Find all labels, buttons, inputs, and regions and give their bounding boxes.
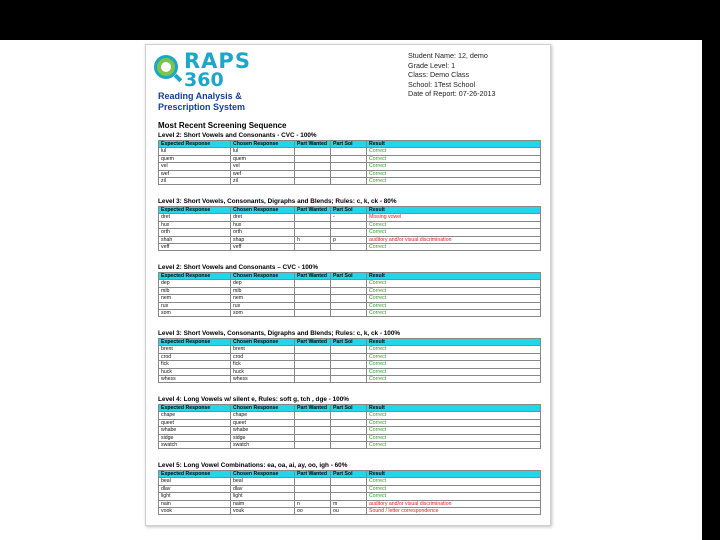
report-date: Date of Report: 07-26-2013 (408, 89, 496, 98)
result-cell: Correct (367, 221, 541, 228)
table-row (159, 148, 541, 155)
results-table (158, 470, 541, 515)
table-cell (331, 478, 367, 485)
results-table (158, 404, 541, 449)
table-cell: vouk (231, 508, 295, 515)
table-cell: whabe (231, 427, 295, 434)
table-cell: vel (231, 163, 295, 170)
table-cell: lul (231, 148, 295, 155)
logo-360-text: 360 (184, 69, 224, 91)
table-cell: fick (159, 361, 231, 368)
table-cell (295, 295, 331, 302)
table-cell: sidge (231, 434, 295, 441)
table-row (159, 427, 541, 434)
table-cell: dret (231, 214, 295, 221)
table-header-row (159, 207, 541, 214)
column-header: Chosen Response (231, 471, 295, 478)
table-row (159, 368, 541, 375)
logo-raps-text: RAPS (184, 49, 251, 73)
table-cell: whess (159, 376, 231, 383)
section-title: Level 5: Long Vowel Combinations: ea, oa, ai, ay, oo, igh - 60% (158, 462, 348, 469)
table-cell: rux (231, 302, 295, 309)
column-header: Part Sol (331, 339, 367, 346)
table-cell: h (295, 236, 331, 243)
table-cell (295, 361, 331, 368)
table-cell (331, 442, 367, 449)
result-cell: Correct (367, 155, 541, 162)
table-row (159, 434, 541, 441)
table-header-row (159, 339, 541, 346)
table-cell (295, 244, 331, 251)
table-cell (295, 155, 331, 162)
result-cell: Sound / letter correspondence (367, 508, 541, 515)
table-row (159, 280, 541, 287)
table-cell (295, 229, 331, 236)
table-cell (331, 346, 367, 353)
results-table (158, 206, 541, 251)
table-cell (331, 302, 367, 309)
screening-section (158, 395, 540, 449)
table-cell: crod (231, 353, 295, 360)
table-row (159, 310, 541, 317)
table-cell: - (331, 214, 367, 221)
table-cell (295, 376, 331, 383)
table-cell: hux (231, 221, 295, 228)
table-cell: dlav (159, 485, 231, 492)
table-row (159, 221, 541, 228)
column-header: Result (367, 207, 541, 214)
table-row (159, 244, 541, 251)
table-cell: vook (159, 508, 231, 515)
table-cell: light (231, 493, 295, 500)
column-header: Part Wanted (295, 339, 331, 346)
table-cell: fick (231, 361, 295, 368)
results-table (158, 338, 541, 383)
table-cell (331, 427, 367, 434)
table-row (159, 170, 541, 177)
table-cell (331, 412, 367, 419)
table-row (159, 478, 541, 485)
table-header-row (159, 273, 541, 280)
table-cell (331, 493, 367, 500)
table-row (159, 236, 541, 243)
table-cell (295, 419, 331, 426)
student-info (408, 51, 496, 99)
result-cell: Correct (367, 419, 541, 426)
table-cell: shap (231, 236, 295, 243)
table-cell: huck (231, 368, 295, 375)
table-cell (331, 376, 367, 383)
table-cell (295, 221, 331, 228)
result-cell: Correct (367, 434, 541, 441)
table-cell: rux (159, 302, 231, 309)
table-row (159, 229, 541, 236)
column-header: Expected Response (159, 339, 231, 346)
table-cell (295, 442, 331, 449)
table-cell: som (159, 310, 231, 317)
table-header-row (159, 405, 541, 412)
result-cell: Correct (367, 178, 541, 185)
table-cell (295, 493, 331, 500)
table-cell: sidge (159, 434, 231, 441)
table-cell: huck (159, 368, 231, 375)
table-row (159, 508, 541, 515)
table-cell: orth (231, 229, 295, 236)
table-cell: beal (159, 478, 231, 485)
table-cell (295, 368, 331, 375)
table-cell (331, 155, 367, 162)
right-black-bar (702, 40, 720, 540)
table-cell (331, 229, 367, 236)
table-cell (331, 170, 367, 177)
result-cell: Correct (367, 485, 541, 492)
result-cell: Correct (367, 353, 541, 360)
table-cell: zil (231, 178, 295, 185)
table-row (159, 346, 541, 353)
table-row (159, 302, 541, 309)
table-cell: naim (231, 500, 295, 507)
table-cell (331, 419, 367, 426)
result-cell: Missing vowel (367, 214, 541, 221)
table-cell: whabe (159, 427, 231, 434)
table-row (159, 419, 541, 426)
column-header: Part Sol (331, 207, 367, 214)
table-cell (295, 412, 331, 419)
column-header: Result (367, 471, 541, 478)
column-header: Result (367, 273, 541, 280)
table-cell: dep (159, 280, 231, 287)
logo-tagline-2: Prescription System (158, 102, 246, 112)
table-cell (295, 346, 331, 353)
result-cell: Correct (367, 244, 541, 251)
result-cell: Correct (367, 478, 541, 485)
table-cell: quem (159, 155, 231, 162)
table-cell (295, 302, 331, 309)
section-title: Level 2: Short Vowels and Consonants – CVC - 100% (158, 264, 319, 271)
table-cell: queet (231, 419, 295, 426)
table-cell (331, 310, 367, 317)
column-header: Expected Response (159, 141, 231, 148)
table-row (159, 163, 541, 170)
result-cell: Correct (367, 442, 541, 449)
table-cell: brent (231, 346, 295, 353)
table-cell: dret (159, 214, 231, 221)
table-header-row (159, 471, 541, 478)
screening-section (158, 329, 540, 383)
table-cell: dlav (231, 485, 295, 492)
table-cell (295, 287, 331, 294)
table-cell (295, 427, 331, 434)
table-cell: whess (231, 376, 295, 383)
table-row (159, 178, 541, 185)
table-cell (295, 163, 331, 170)
column-header: Part Sol (331, 471, 367, 478)
logo-tagline-1: Reading Analysis & (158, 91, 242, 101)
table-cell: wef (159, 170, 231, 177)
table-cell: zil (159, 178, 231, 185)
table-cell (295, 170, 331, 177)
report-page (145, 44, 551, 526)
result-cell: Correct (367, 361, 541, 368)
column-header: Expected Response (159, 207, 231, 214)
table-cell: nem (159, 295, 231, 302)
table-cell (331, 295, 367, 302)
table-cell (331, 368, 367, 375)
table-cell: shah (159, 236, 231, 243)
table-cell (295, 214, 331, 221)
table-cell (331, 148, 367, 155)
table-header-row (159, 141, 541, 148)
result-cell: Correct (367, 302, 541, 309)
table-row (159, 442, 541, 449)
table-row (159, 485, 541, 492)
table-cell: beal (231, 478, 295, 485)
table-cell: m (331, 500, 367, 507)
table-row (159, 295, 541, 302)
screening-section (158, 461, 540, 515)
screening-section (158, 197, 540, 251)
top-black-bar (0, 0, 720, 40)
table-cell: nem (231, 295, 295, 302)
result-cell: Correct (367, 493, 541, 500)
table-cell: vel (159, 163, 231, 170)
section-title: Level 3: Short Vowels, Consonants, Digraphs and Blends; Rules: c, k, ck - 80% (158, 198, 397, 205)
column-header: Part Wanted (295, 471, 331, 478)
column-header: Part Wanted (295, 207, 331, 214)
column-header: Part Sol (331, 273, 367, 280)
table-cell (331, 361, 367, 368)
column-header: Expected Response (159, 471, 231, 478)
magnifier-handle (174, 74, 182, 82)
column-header: Part Wanted (295, 405, 331, 412)
table-cell: ou (331, 508, 367, 515)
table-row (159, 412, 541, 419)
table-cell (295, 148, 331, 155)
result-cell: Correct (367, 163, 541, 170)
table-cell: wef (231, 170, 295, 177)
screening-section (158, 131, 540, 185)
column-header: Part Wanted (295, 273, 331, 280)
table-row (159, 353, 541, 360)
result-cell: Correct (367, 368, 541, 375)
column-header: Part Wanted (295, 141, 331, 148)
results-table (158, 272, 541, 317)
raps-logo (152, 51, 272, 115)
section-title: Level 4: Long Vowels w/ silent e, Rules: soft g, tch , dge - 100% (158, 396, 349, 403)
column-header: Chosen Response (231, 207, 295, 214)
result-cell: Correct (367, 427, 541, 434)
grade-level: Grade Level: 1 (408, 60, 456, 70)
table-cell (331, 163, 367, 170)
table-cell: nain (159, 500, 231, 507)
result-cell: Correct (367, 170, 541, 177)
table-cell (331, 353, 367, 360)
section-title: Level 2: Short Vowels and Consonants - CVC - 100% (158, 132, 317, 139)
table-cell: veff (231, 244, 295, 251)
table-row (159, 287, 541, 294)
table-cell: n (295, 500, 331, 507)
table-cell (331, 244, 367, 251)
table-cell (295, 434, 331, 441)
result-cell: auditory and/or visual discrimination (367, 236, 541, 243)
table-row (159, 500, 541, 507)
table-cell: p (331, 236, 367, 243)
table-cell (331, 287, 367, 294)
table-cell: quem (231, 155, 295, 162)
result-cell: Correct (367, 229, 541, 236)
table-cell: orth (159, 229, 231, 236)
section-title: Level 3: Short Vowels, Consonants, Digraphs and Blends; Rules: c, k, ck - 100% (158, 330, 401, 337)
table-cell: lul (159, 148, 231, 155)
table-cell: crod (159, 353, 231, 360)
column-header: Expected Response (159, 405, 231, 412)
table-row (159, 376, 541, 383)
table-row (159, 214, 541, 221)
table-cell (331, 485, 367, 492)
screening-section (158, 263, 540, 317)
result-cell: auditory and/or visual discrimination (367, 500, 541, 507)
table-row (159, 493, 541, 500)
table-cell: mib (231, 287, 295, 294)
table-cell: veff (159, 244, 231, 251)
result-cell: Correct (367, 412, 541, 419)
table-cell (331, 434, 367, 441)
table-cell (295, 178, 331, 185)
table-cell: swatch (231, 442, 295, 449)
table-row (159, 155, 541, 162)
table-cell: hux (159, 221, 231, 228)
result-cell: Correct (367, 148, 541, 155)
column-header: Part Sol (331, 141, 367, 148)
table-cell (295, 353, 331, 360)
table-cell: queet (159, 419, 231, 426)
results-table (158, 140, 541, 185)
result-cell: Correct (367, 287, 541, 294)
table-cell: dep (231, 280, 295, 287)
result-cell: Correct (367, 280, 541, 287)
result-cell: Correct (367, 376, 541, 383)
column-header: Chosen Response (231, 405, 295, 412)
table-cell: chape (159, 412, 231, 419)
result-cell: Correct (367, 295, 541, 302)
table-cell: brent (159, 346, 231, 353)
student-name: Student Name: 12, demo (408, 51, 488, 60)
table-cell: som (231, 310, 295, 317)
column-header: Chosen Response (231, 273, 295, 280)
page-heading: Most Recent Screening Sequence (158, 121, 287, 130)
table-cell (331, 280, 367, 287)
table-cell (295, 478, 331, 485)
table-cell: chape (231, 412, 295, 419)
table-row (159, 361, 541, 368)
class-name: Class: Demo Class (408, 70, 470, 79)
column-header: Result (367, 339, 541, 346)
column-header: Expected Response (159, 273, 231, 280)
table-cell: swatch (159, 442, 231, 449)
school-name: School: 1Test School (408, 79, 476, 89)
table-cell (295, 280, 331, 287)
table-cell: light (159, 493, 231, 500)
result-cell: Correct (367, 346, 541, 353)
column-header: Result (367, 141, 541, 148)
table-cell: mib (159, 287, 231, 294)
table-cell (331, 221, 367, 228)
column-header: Result (367, 405, 541, 412)
table-cell (331, 178, 367, 185)
column-header: Chosen Response (231, 339, 295, 346)
column-header: Chosen Response (231, 141, 295, 148)
table-cell (295, 485, 331, 492)
result-cell: Correct (367, 310, 541, 317)
table-cell: oo (295, 508, 331, 515)
column-header: Part Sol (331, 405, 367, 412)
table-cell (295, 310, 331, 317)
